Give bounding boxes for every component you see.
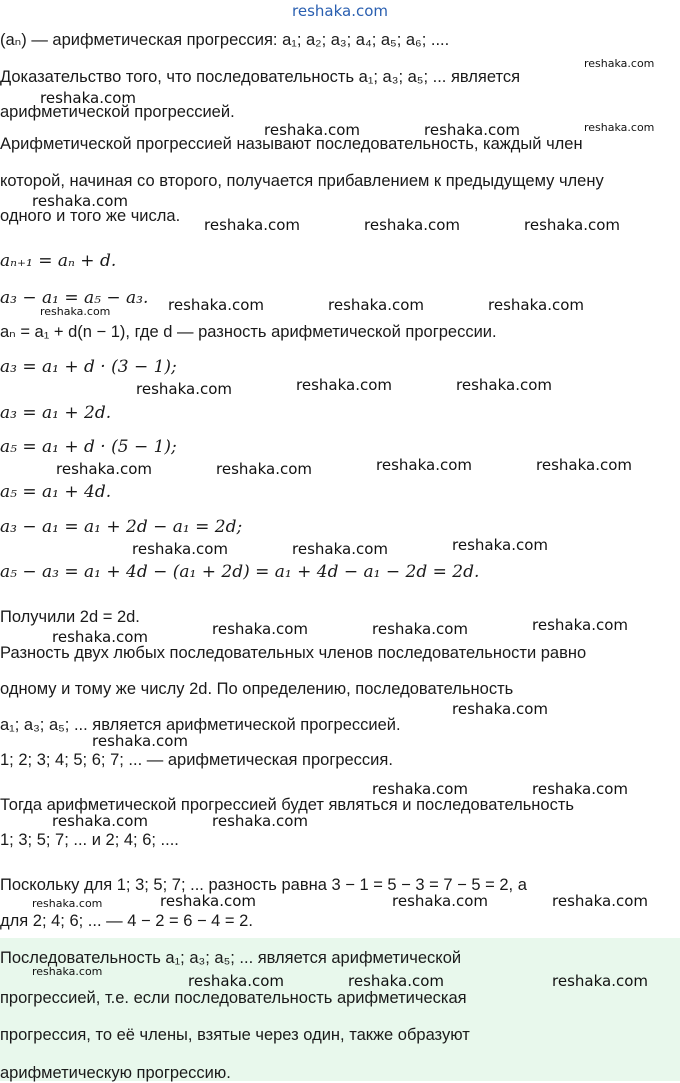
answer-line: арифметическую прогрессию.: [0, 1064, 231, 1082]
watermark: reshaka.com: [136, 380, 232, 398]
formula-line: a₃ = a₁ + d · (3 − 1);: [0, 357, 177, 377]
watermark: reshaka.com: [188, 972, 284, 990]
watermark: reshaka.com: [216, 460, 312, 478]
watermark: reshaka.com: [168, 296, 264, 314]
watermark: reshaka.com: [32, 897, 103, 910]
answer-line: Последовательность a₁; a₃; a₅; ... является арифметической: [0, 949, 462, 967]
watermark: reshaka.com: [204, 216, 300, 234]
watermark: reshaka.com: [372, 620, 468, 638]
watermark: reshaka.com: [264, 121, 360, 139]
text-line: одному и тому же числу 2d. По определению, последовательность: [0, 680, 514, 698]
formula-line: a₅ = a₁ + d · (5 − 1);: [0, 437, 177, 457]
watermark: reshaka.com: [212, 620, 308, 638]
watermark: reshaka.com: [524, 216, 620, 234]
watermark: reshaka.com: [488, 296, 584, 314]
watermark: reshaka.com: [292, 2, 388, 20]
watermark: reshaka.com: [160, 892, 256, 910]
formula-line: a₃ − a₁ = a₁ + 2d − a₁ = 2d;: [0, 517, 243, 537]
watermark: reshaka.com: [552, 892, 648, 910]
watermark: reshaka.com: [532, 780, 628, 798]
text-line: a₁; a₃; a₅; ... является арифметической прогрессией.: [0, 716, 401, 734]
watermark: reshaka.com: [424, 121, 520, 139]
text-line: (aₙ) — арифметическая прогрессия: a₁; a₂; a₃; a₄; a₅; a₆; ....: [0, 31, 450, 49]
watermark: reshaka.com: [92, 732, 188, 750]
watermark: reshaka.com: [40, 305, 111, 318]
text-line: Доказательство того, что последовательность a₁; a₃; a₅; ... является: [0, 68, 521, 86]
text-line: Получили 2d = 2d.: [0, 608, 140, 626]
text-line: арифметической прогрессией.: [0, 103, 235, 121]
watermark: reshaka.com: [296, 376, 392, 394]
text-line: которой, начиная со второго, получается прибавлением к предыдущему члену: [0, 172, 604, 190]
text-line: 1; 3; 5; 7; ... и 2; 4; 6; ....: [0, 831, 179, 849]
text-line: для 2; 4; 6; ... — 4 − 2 = 6 − 4 = 2.: [0, 912, 253, 930]
watermark: reshaka.com: [52, 812, 148, 830]
text-line: Разность двух любых последовательных членов последовательности равно: [0, 644, 587, 662]
text-line: aₙ = a₁ + d(n − 1), где d — разность арифметической прогрессии.: [0, 323, 497, 341]
watermark: reshaka.com: [532, 616, 628, 634]
watermark: reshaka.com: [364, 216, 460, 234]
formula-line: a₅ = a₁ + 4d.: [0, 482, 112, 502]
watermark: reshaka.com: [456, 376, 552, 394]
watermark: reshaka.com: [32, 965, 103, 978]
watermark: reshaka.com: [56, 460, 152, 478]
formula-line: aₙ₊₁ = aₙ + d.: [0, 251, 117, 271]
watermark: reshaka.com: [348, 972, 444, 990]
watermark: reshaka.com: [392, 892, 488, 910]
watermark: reshaka.com: [212, 812, 308, 830]
watermark: reshaka.com: [328, 296, 424, 314]
formula-line: a₅ − a₃ = a₁ + 4d − (a₁ + 2d) = a₁ + 4d − a₁ − 2d = 2d.: [0, 562, 480, 582]
watermark: reshaka.com: [452, 536, 548, 554]
text-line: Арифметической прогрессией называют последовательность, каждый член: [0, 135, 583, 153]
watermark: reshaka.com: [536, 456, 632, 474]
watermark: reshaka.com: [292, 540, 388, 558]
watermark: reshaka.com: [584, 121, 655, 134]
watermark: reshaka.com: [376, 456, 472, 474]
watermark: reshaka.com: [32, 192, 128, 210]
watermark: reshaka.com: [452, 700, 548, 718]
text-line: Тогда арифметической прогрессией будет являться и последовательность: [0, 796, 574, 814]
watermark: reshaka.com: [584, 57, 655, 70]
answer-line: прогрессией, т.е. если последовательность арифметическая: [0, 989, 467, 1007]
watermark: reshaka.com: [40, 89, 136, 107]
text-line: одного и того же числа.: [0, 207, 181, 225]
text-line: Поскольку для 1; 3; 5; 7; ... разность равна 3 − 1 = 5 − 3 = 7 − 5 = 2, а: [0, 876, 527, 894]
watermark: reshaka.com: [132, 540, 228, 558]
watermark: reshaka.com: [552, 972, 648, 990]
answer-line: прогрессия, то её члены, взятые через один, также образуют: [0, 1026, 470, 1044]
formula-line: a₃ = a₁ + 2d.: [0, 403, 112, 423]
formula-line: a₃ − a₁ = a₅ − a₃.: [0, 288, 149, 308]
text-line: 1; 2; 3; 4; 5; 6; 7; ... — арифметическая прогрессия.: [0, 751, 393, 769]
watermark: reshaka.com: [372, 780, 468, 798]
watermark: reshaka.com: [52, 628, 148, 646]
